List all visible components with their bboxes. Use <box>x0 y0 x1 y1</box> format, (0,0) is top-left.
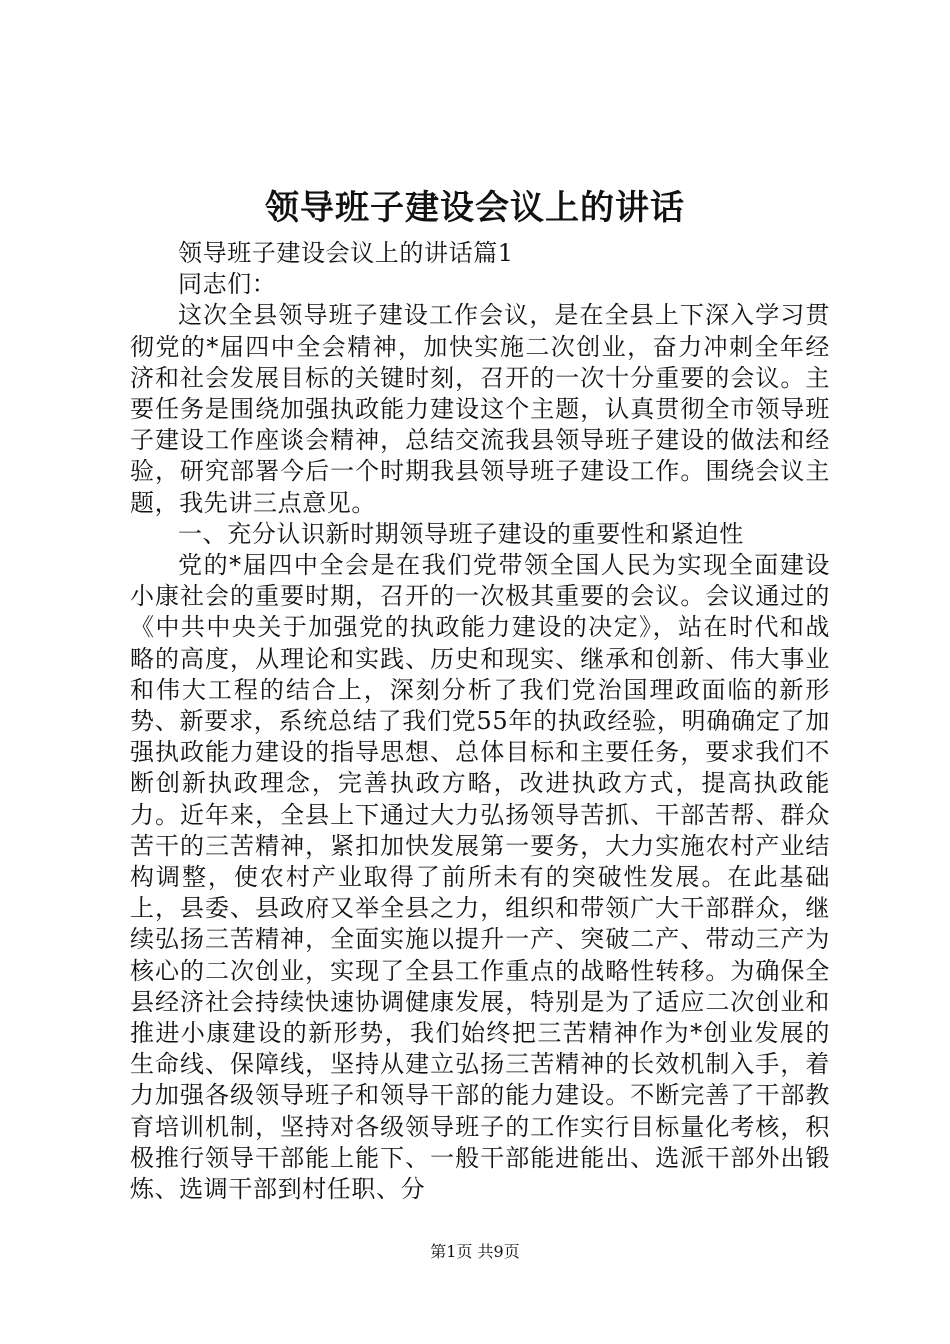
document-body <box>130 238 830 1205</box>
section-heading: 领导班子建设会议上的讲话篇1 <box>178 239 514 267</box>
salutation: 同志们： <box>178 270 277 299</box>
page-footer: 第1页 共9页 <box>430 1242 520 1261</box>
paragraph: 党的*届四中全会是在我们党带领全国人民为实现全面建设小康社会的重要时期，召开的一次极其重要的会议。会议通过的《中共中央关于加强党的执政能力建设的决定》，站在时代和战略的高度，从理论和实践、历史和现实、继承和创新、伟大事业和伟大工程的结合上，深刻分析了我们党治国理政面临的新形势、新要求，系统总结了我们党55年的执政经验，明确确定了加强执政能力建设的指导思想、总体目标和主要任务，要求我们不断创新执政理念，完善执政方略，改进执政方式，提高执政能力。近年来，全县上下通过大力弘扬领导苦抓、干部苦帮、群众苦干的三苦精神，紧扣加快发展第一要务，大力实施农村产业结构调整，使农村产业取得了前所未有的突破性发展。在此基础上，县委、县政府又举全县之力，组织和带领广大干部群众，继续弘扬三苦精神，全面实施以提升一产、突破二产、带动三产为核心的二次创业，实现了全县工作重点的战略性转移。为确保全县经济社会持续快速协调健康发展，特别是为了适应二次创业和推进小康建设的新形势，我们始终把三苦精神作为*创业发展的生命线、保障线，坚持从建立弘扬三苦精神的长效机制入手，着力加强各级领导班子和领导干部的能力建设。不断完善了干部教育培训机制，坚持对各级领导班子的工作实行目标量化考核，积极推行领导干部能上能下、一般干部能进能出、选派干部外出锻炼、选调干部到村任职、分 <box>130 551 830 1204</box>
paragraph: 这次全县领导班子建设工作会议，是在全县上下深入学习贯彻党的*届四中全会精神，加快实施二次创业，奋力冲刺全年经济和社会发展目标的关键时刻，召开的一次十分重要的会议。主要任务是围绕加强执政能力建设这个主题，认真贯彻全市领导班子建设工作座谈会精神，总结交流我县领导班子建设的做法和经验，研究部署今后一个时期我县领导班子建设工作。围绕会议主题，我先讲三点意见。 <box>130 301 830 517</box>
section-heading-one: 一、充分认识新时期领导班子建设的重要性和紧迫性 <box>178 519 744 548</box>
document-title: 领导班子建设会议上的讲话 <box>265 188 685 228</box>
